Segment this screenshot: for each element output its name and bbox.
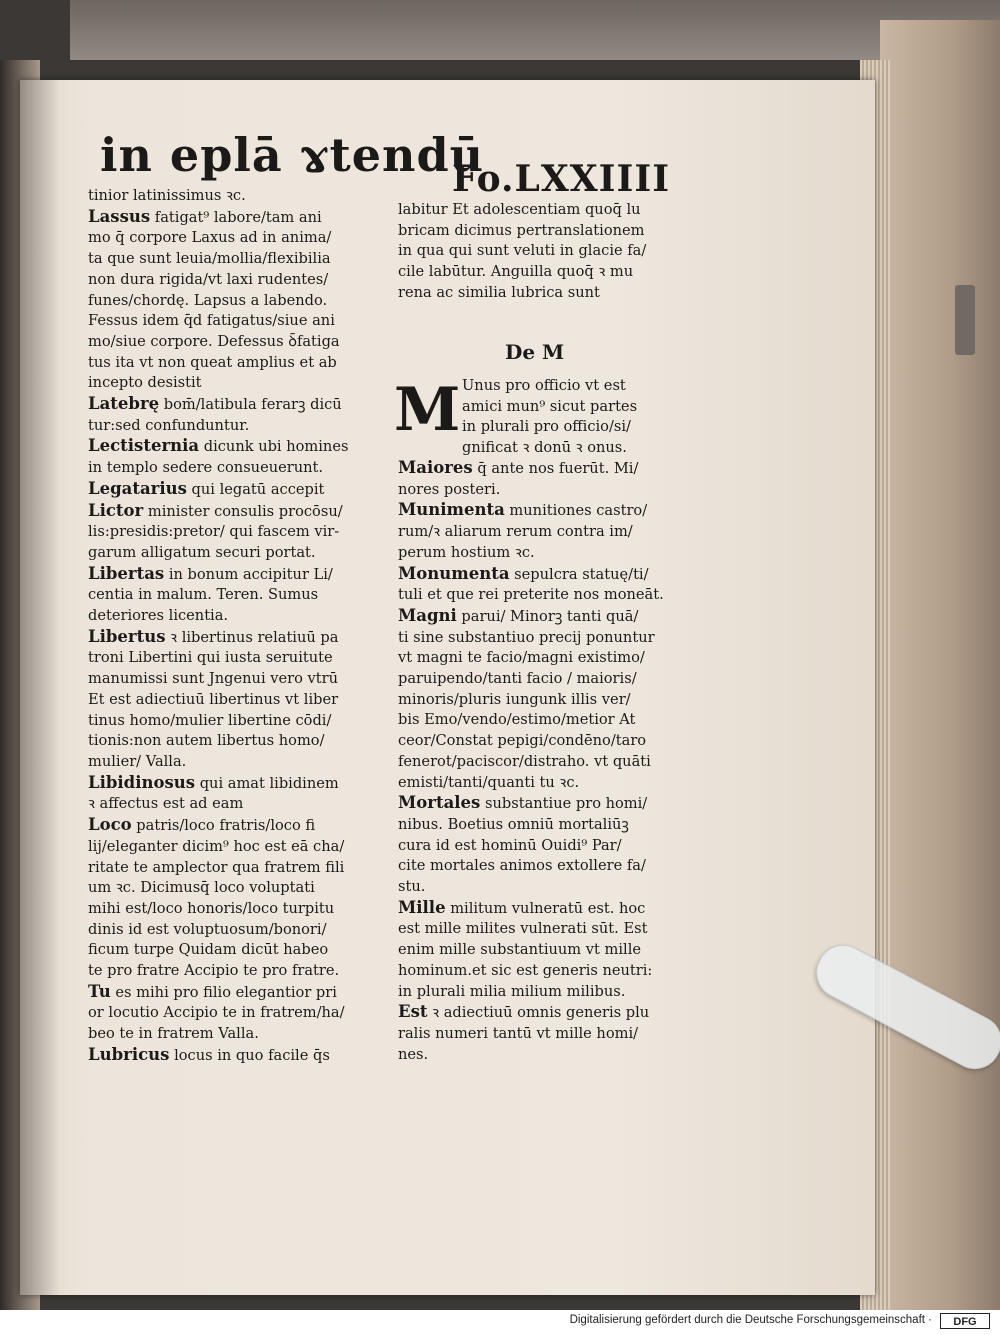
text-line: Tu es mihi pro filio elegantior pri	[88, 981, 337, 1001]
entry-headword: Libidinosus	[88, 772, 196, 792]
text-line: amici mun⁹ sicut partes	[462, 397, 638, 415]
entry-headword: Legatarius	[88, 478, 187, 498]
text-line: Magni parui/ Minorꝫ tanti quā/	[398, 605, 639, 625]
text-line: ficum turpe Quidam dicūt habeo	[88, 941, 329, 959]
digitization-credit: Digitalisierung gefördert durch die Deutsche Forschungsgemeinschaft ·	[569, 1314, 932, 1326]
text-line: cura id est hominū Ouidi⁹ Par/	[398, 836, 622, 854]
text-line: vt magni te facio/magni existimo/	[398, 649, 645, 667]
right-text-column-top	[398, 200, 646, 304]
text-line: nores posteri.	[398, 480, 501, 498]
text-line: in templo sedere consueuerunt.	[88, 459, 324, 477]
text-line: lis:presidis:pretor/ qui fascem vir-	[88, 523, 340, 541]
text-line: Loco patris/loco fratris/loco fi	[88, 815, 316, 835]
left-text-column	[88, 186, 348, 1067]
entry-headword: Est	[398, 1002, 428, 1022]
book-cover-right	[880, 20, 1000, 1310]
text-line: Lassus fatigat⁹ labore/tam ani	[88, 206, 322, 226]
text-line: est mille milites vulnerati sūt. Est	[398, 920, 648, 938]
text-line: ti sine substantiuo precij ponuntur	[398, 628, 655, 646]
text-line: Mille militum vulneratū est. hoc	[398, 897, 646, 917]
text-line: Et est adiectiuū libertinus vt liber	[88, 690, 339, 708]
text-line: stu.	[398, 878, 426, 896]
text-line: enim mille substantiuum vt mille	[398, 941, 642, 959]
text-line: or locutio Accipio te in fratrem/ha/	[88, 1004, 345, 1022]
running-head-title: in eplā ɤtendū	[100, 128, 485, 182]
text-line: Libertus ꝛ libertinus relatiuū pa	[88, 626, 339, 646]
text-line: mo/siue corpore. Defessus ꝺ̄fatiga	[88, 332, 340, 350]
text-line: minoris/pluris iungunk illis ver/	[398, 690, 631, 708]
text-line: bis Emo/vendo/estimo/metior At	[398, 711, 636, 729]
entry-headword: Lassus	[88, 206, 151, 226]
section-heading-de-m: De M	[505, 340, 565, 364]
text-line: Mortales substantiue pro homi/	[398, 793, 648, 813]
text-line: Libidinosus qui amat libidinem	[88, 772, 339, 792]
text-line: bricam dicimus pertranslationem	[398, 221, 645, 239]
text-line: labitur Et adolescentiam quoq̄ lu	[398, 201, 641, 218]
text-line: Lectisternia dicunk ubi homines	[88, 436, 349, 456]
text-line: lij/eleganter dicim⁹ hoc est eā cha/	[88, 837, 345, 855]
text-line: cile labūtur. Anguilla quoq̄ ꝛ mu	[398, 263, 634, 281]
entry-headword: Magni	[398, 605, 457, 625]
entry-headword: Lectisternia	[88, 436, 200, 456]
text-line: Legatarius qui legatū accepit	[88, 478, 325, 498]
entry-headword: Maiores	[398, 458, 473, 477]
text-line: mulier/ Valla.	[88, 752, 187, 770]
entry-headword: Munimenta	[398, 500, 505, 520]
text-line: in plurali pro officio/si/	[462, 418, 631, 436]
entry-headword: Monumenta	[398, 563, 510, 583]
book-clasp	[955, 285, 975, 355]
spine-shadow	[20, 80, 60, 1295]
text-line: rena ac similia lubrica sunt	[398, 283, 600, 301]
entry-headword: Loco	[88, 815, 132, 835]
text-line: Unus pro officio vt est	[462, 377, 626, 394]
text-line: incepto desistit	[88, 374, 202, 392]
text-line: tur:sed confunduntur.	[88, 416, 250, 434]
book-cover-top	[70, 0, 1000, 60]
text-line: cite mortales animos extollere fa/	[398, 857, 646, 875]
text-line: hominum.et sic est generis neutri:	[398, 961, 653, 979]
entry-headword: Lubricus	[88, 1044, 170, 1064]
text-line: ꝛ affectus est ad eam	[88, 795, 244, 813]
text-line: mihi est/loco honoris/loco turpitu	[88, 899, 335, 917]
entry-headword: Mortales	[398, 793, 481, 813]
text-line: nes.	[398, 1045, 429, 1063]
text-line: garum alligatum securi portat.	[88, 543, 316, 561]
text-line: funes/chordę. Lapsus a labendo.	[88, 291, 328, 309]
text-line: emisti/tanti/quanti tu ꝛc.	[398, 773, 580, 791]
entry-headword: Mille	[398, 897, 446, 917]
folio-number: Fo.LXXIIII	[452, 158, 671, 200]
entry-with-initial	[398, 376, 637, 459]
text-line: non dura rigida/vt laxi rudentes/	[88, 270, 329, 288]
text-line: nibus. Boetius omniū mortaliūꝫ	[398, 815, 629, 833]
text-line: in qua qui sunt veluti in glacie fa/	[398, 242, 647, 260]
text-line: Munimenta munitiones castro/	[398, 500, 648, 520]
entry-headword: Latebrę	[88, 394, 160, 414]
drop-cap-initial: M	[394, 375, 461, 445]
text-line: Fessus idem q̄d fatigatus/siue ani	[88, 312, 335, 330]
text-line: troni Libertini qui iusta seruitute	[88, 649, 333, 667]
text-line: centia in malum. Teren. Sumus	[88, 586, 319, 604]
entry-headword: Libertus	[88, 626, 166, 646]
entry-headword: Libertas	[88, 563, 165, 583]
text-line: um ꝛc. Dicimusq̄ loco voluptati	[88, 879, 315, 897]
text-line: beo te in fratrem Valla.	[88, 1025, 259, 1043]
text-line: in plurali milia milium milibus.	[398, 982, 626, 1000]
text-line: Lictor minister consulis procōsu/	[88, 500, 343, 520]
text-line: te pro fratre Accipio te pro fratre.	[88, 962, 340, 980]
text-line: Libertas in bonum accipitur Li/	[88, 563, 333, 583]
text-line: Lubricus locus in quo facile q̄s	[88, 1044, 330, 1064]
text-line: ritate te amplector qua fratrem fili	[88, 858, 345, 876]
text-line: ceor/Constat pepigi/condēno/taro	[398, 732, 647, 750]
text-line: fenerot/paciscor/distraho. vt quāti	[398, 752, 651, 770]
text-line: Monumenta sepulcra statuę/ti/	[398, 563, 649, 583]
text-line: rum/ꝛ aliarum rerum contra im/	[398, 523, 633, 541]
dfg-logo: DFG	[940, 1313, 990, 1329]
text-line: Maiores q̄ ante nos fuerūt. Mi/	[398, 458, 639, 477]
text-line: manumissi sunt Jngenui vero vtrū	[88, 670, 339, 688]
text-line: ralis numeri tantū vt mille homi/	[398, 1024, 639, 1042]
text-line: tinior latinissimus ꝛc.	[88, 187, 246, 204]
text-line: deteriores licentia.	[88, 607, 229, 625]
right-text-column-rest	[398, 458, 664, 1065]
text-line: tionis:non autem libertus homo/	[88, 732, 325, 750]
text-line: Est ꝛ adiectiuū omnis generis plu	[398, 1002, 650, 1022]
entry-headword: Lictor	[88, 500, 144, 520]
text-line: ta que sunt leuia/mollia/flexibilia	[88, 250, 331, 268]
text-line: tuli et que rei preterite nos moneāt.	[398, 586, 664, 604]
text-line: mo q̄ corpore Laxus ad in anima/	[88, 229, 332, 247]
text-line: tus ita vt non queat amplius et ab	[88, 353, 337, 371]
text-line: dinis id est voluptuosum/bonori/	[88, 920, 327, 938]
entry-headword: Tu	[88, 981, 111, 1001]
text-line: gnificat ꝛ donū ꝛ onus.	[462, 439, 627, 457]
text-line: perum hostium ꝛc.	[398, 543, 535, 561]
text-line: paruipendo/tanti facio / maioris/	[398, 670, 637, 688]
text-line: Latebrę bom̄/latibula ferarꝫ dicū	[88, 394, 342, 414]
text-line: tinus homo/mulier libertine cōdi/	[88, 711, 332, 729]
